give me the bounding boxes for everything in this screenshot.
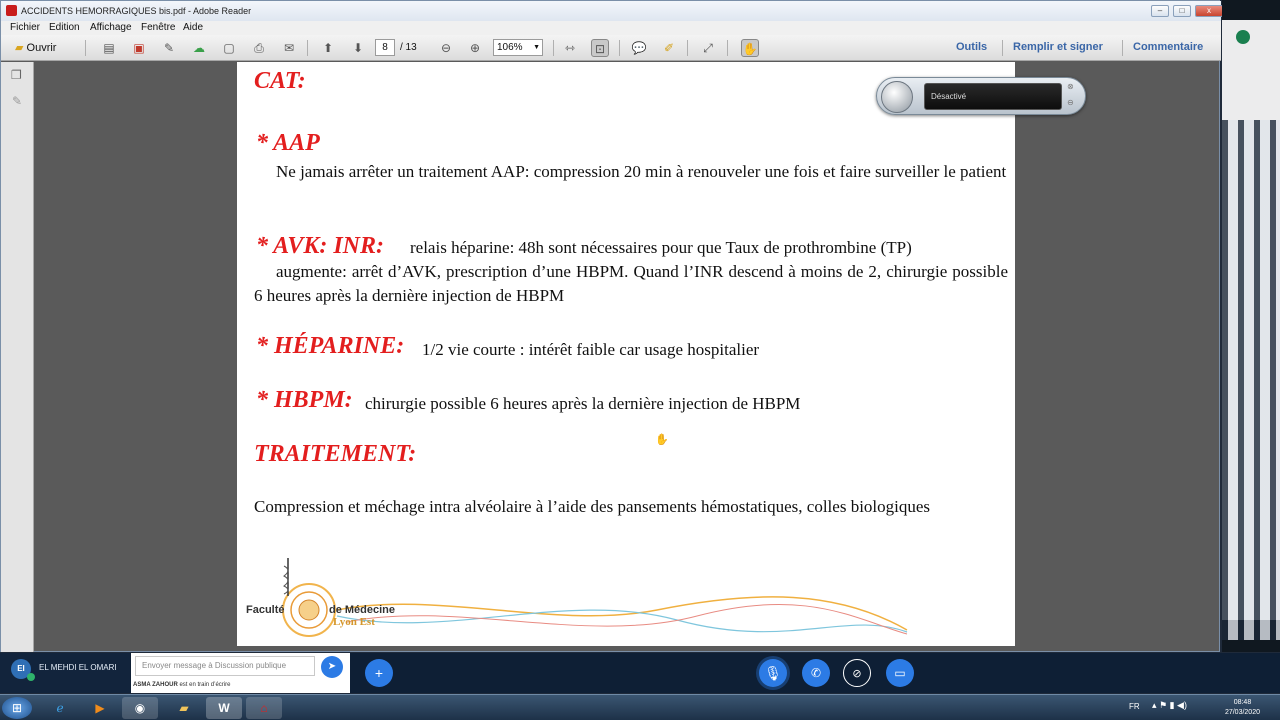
chevron-down-icon: ▼ — [533, 44, 540, 51]
conference-bar — [0, 653, 1280, 693]
separator — [553, 40, 554, 56]
cloud-icon[interactable]: ☁ — [193, 41, 205, 55]
language-indicator[interactable]: FR — [1129, 702, 1140, 711]
title-bar — [1, 1, 1221, 21]
adobe-reader-taskbar-icon[interactable]: ⌂ — [246, 697, 282, 719]
email-icon[interactable]: ✉ — [283, 41, 295, 55]
phone-icon[interactable]: ✆ — [802, 659, 830, 687]
faculty-logo-graphic — [237, 550, 1015, 646]
separator — [1002, 40, 1003, 56]
page-number-input[interactable]: 8 — [375, 39, 395, 56]
window-title: ACCIDENTS HEMORRAGIQUES bis.pdf - Adobe Reader — [21, 6, 252, 16]
close-icon[interactable]: ⊗ — [1067, 82, 1074, 91]
recursive-preview-icon — [1222, 120, 1280, 640]
user-panel — [0, 653, 130, 693]
heparine-heading: * HÉPARINE: — [256, 333, 405, 359]
microphone-knob-icon[interactable] — [881, 81, 913, 113]
user-avatar[interactable]: EI — [11, 659, 31, 679]
avk-heading: * AVK: INR: — [256, 233, 385, 259]
folder-icon: ▰ — [15, 42, 24, 54]
zoom-out-icon[interactable]: ⊖ — [440, 41, 452, 55]
minimize-button[interactable]: – — [1151, 5, 1169, 17]
online-status-icon — [27, 673, 35, 681]
open-button[interactable]: ▰ Ouvrir — [15, 42, 57, 54]
chrome-icon[interactable]: ◉ — [122, 697, 158, 719]
chat-panel — [131, 653, 350, 693]
menu-fichier[interactable]: Fichier — [10, 22, 41, 33]
menu-aide[interactable]: Aide — [183, 22, 204, 33]
logo-text-medecine: de Médecine — [329, 604, 396, 616]
logo-text-faculte: Faculté — [246, 604, 285, 616]
media-player-icon[interactable]: ▶ — [95, 701, 105, 715]
navigation-pane — [1, 62, 34, 652]
minimize-icon[interactable]: ⊖ — [1067, 98, 1074, 107]
previous-page-icon[interactable]: ⬆ — [322, 41, 334, 55]
create-pdf-icon[interactable]: ▤ — [103, 41, 115, 55]
file-explorer-icon[interactable]: ▰ — [179, 701, 189, 715]
start-button[interactable]: ⊞ — [2, 697, 32, 719]
aap-heading: * AAP — [256, 130, 320, 156]
highlight-icon[interactable]: ✐ — [663, 41, 675, 55]
save-icon[interactable]: ▢ — [223, 41, 235, 55]
pages-icon[interactable]: ❐ — [11, 68, 22, 82]
internet-explorer-icon[interactable]: ℯ — [56, 701, 64, 715]
add-button[interactable]: + — [365, 659, 393, 687]
word-icon[interactable]: W — [206, 697, 242, 719]
pdf-page — [237, 62, 1015, 646]
screen-share-icon[interactable]: ▭ — [886, 659, 914, 687]
system-tray-icon[interactable]: ▴ ⚑ ▮ ◀) — [1152, 700, 1187, 710]
zoom-select[interactable]: 106% ▼ — [493, 39, 543, 56]
separator — [1122, 40, 1123, 56]
traitement-text: Compression et méchage intra alvéolaire à l’aide des pansements hémostatiques, colles biologiques — [254, 497, 931, 516]
fit-width-icon[interactable]: ⇿ — [564, 41, 576, 55]
menu-fenetre[interactable]: Fenêtre — [141, 22, 176, 33]
close-button[interactable]: x — [1195, 5, 1223, 17]
attachment-icon[interactable]: ✎ — [12, 94, 23, 108]
avk-text: relais héparine: 48h sont nécessaires pour que Taux de prothrombine (TP) — [410, 238, 912, 257]
separator — [727, 40, 728, 56]
toolbar — [1, 35, 1221, 61]
edit-icon[interactable]: ✎ — [163, 41, 175, 55]
hand-cursor-icon: ✋ — [655, 434, 669, 446]
menu-edition[interactable]: Edition — [49, 22, 80, 33]
chat-input[interactable]: Envoyer message à Discussion publique — [135, 656, 315, 676]
page-total: / 13 — [400, 42, 417, 53]
heparine-text: 1/2 vie courte : intérêt faible car usage hospitalier — [422, 340, 760, 359]
comment-link[interactable]: Commentaire — [1133, 41, 1204, 53]
export-pdf-icon[interactable]: ▣ — [133, 41, 145, 55]
microphone-widget[interactable] — [876, 77, 1086, 115]
menu-bar — [1, 21, 1221, 35]
windows-taskbar — [0, 694, 1280, 720]
restore-button[interactable]: □ — [1173, 5, 1191, 17]
hbpm-heading: * HBPM: — [256, 387, 353, 413]
mic-status: Désactivé — [924, 83, 1062, 110]
tools-link[interactable]: Outils — [956, 41, 988, 53]
shared-screen-preview — [1222, 0, 1280, 652]
hand-tool-icon[interactable]: ✋ — [741, 39, 759, 57]
typing-indicator: ASMA ZAHOUR est en train d’écrire — [133, 682, 231, 688]
adobe-reader-icon — [6, 5, 17, 16]
hbpm-text: chirurgie possible 6 heures après la dernière injection de HBPM — [365, 394, 801, 413]
separator — [619, 40, 620, 56]
fill-sign-link[interactable]: Remplir et signer — [1013, 41, 1103, 53]
next-page-icon[interactable]: ⬇ — [352, 41, 364, 55]
zoom-in-icon[interactable]: ⊕ — [469, 41, 481, 55]
microphone-icon[interactable]: 🎙 — [759, 659, 787, 687]
separator — [307, 40, 308, 56]
fullscreen-icon[interactable]: ⤢ — [703, 41, 713, 55]
aap-text: Ne jamais arrêter un traitement AAP: compression 20 min à renouveler une fois et faire surveiller le patient — [276, 162, 1007, 181]
separator — [687, 40, 688, 56]
avatar-icon — [1236, 30, 1250, 44]
fit-page-icon[interactable]: ⊡ — [591, 39, 609, 57]
user-name: EL MEHDI EL OMARI — [39, 663, 117, 672]
camera-off-icon[interactable]: ⊘ — [843, 659, 871, 687]
comment-icon[interactable]: 💬 — [631, 41, 647, 55]
logo-text-lyon: Lyon Est — [333, 616, 375, 628]
menu-affichage[interactable]: Affichage — [90, 22, 132, 33]
send-icon[interactable]: ➤ — [321, 656, 343, 678]
traitement-heading: TRAITEMENT: — [254, 441, 417, 467]
separator — [85, 40, 86, 56]
clock[interactable]: 08:48 27/03/2020 — [1224, 699, 1260, 716]
cat-heading: CAT: — [254, 68, 306, 94]
print-icon[interactable]: ⎙ — [254, 41, 264, 55]
avk-text-continued: augmente: arrêt d’AVK, prescription d’une HBPM. Quand l’INR descend à moins de 2, chirurgie possible 6 heures après la dernière injection de HBPM — [254, 262, 1008, 305]
